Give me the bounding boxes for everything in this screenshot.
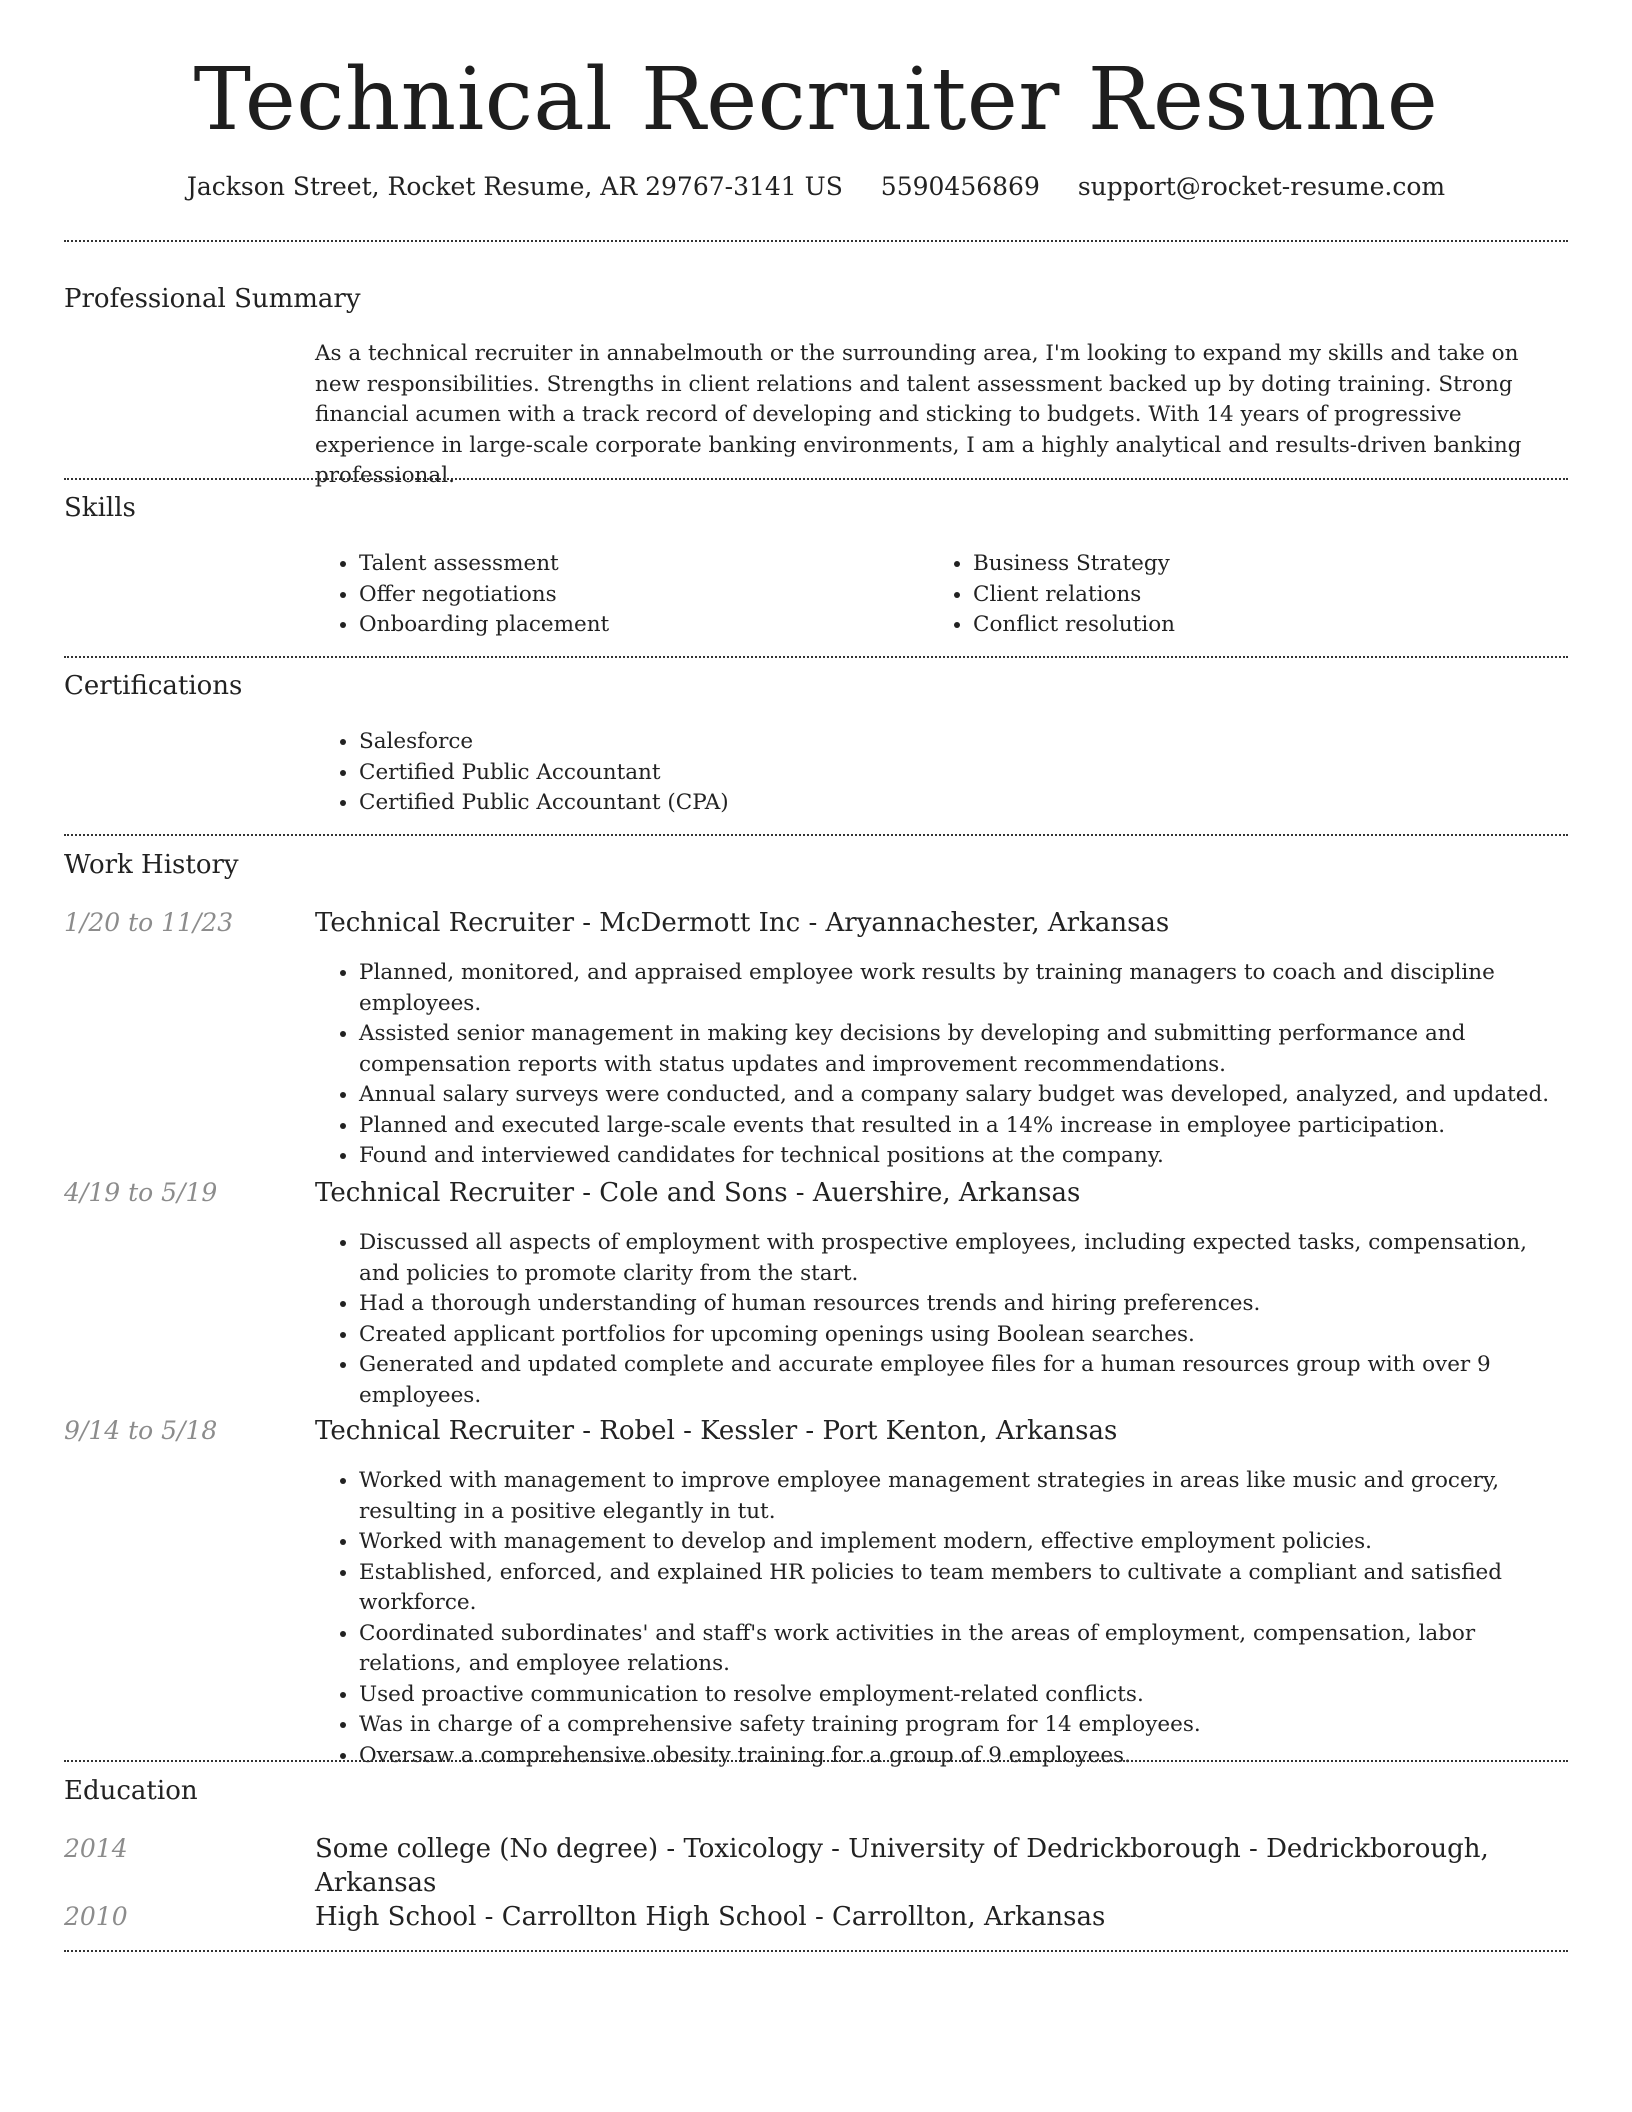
list-item: • Established, enforced, and explained HR policies to team members to cultivate a compliant and satisfied workforce.	[359, 1558, 1565, 1619]
job-dates: 1/20 to 11/23	[64, 908, 234, 937]
list-item: • Oversaw a comprehensive obesity training for a group of 9 employees.	[359, 1741, 1565, 1772]
list-item: • Coordinated subordinates' and staff's work activities in the areas of employment, compensation, labor relations, and employee relations.	[359, 1619, 1565, 1680]
section-title-education: Education	[64, 1776, 198, 1806]
skills-list-right	[929, 549, 1573, 641]
skills-list-left	[315, 549, 919, 641]
list-item: • Planned, monitored, and appraised employee work results by training managers to coach and discipline employees.	[359, 958, 1565, 1019]
divider	[64, 478, 1568, 480]
list-item: • Was in charge of a comprehensive safety training program for 14 employees.	[359, 1710, 1565, 1741]
list-item: • Used proactive communication to resolve employment-related conflicts.	[359, 1680, 1565, 1711]
education-year: 2010	[64, 1902, 128, 1931]
list-item: • Client relations	[973, 580, 1573, 611]
list-item: • Certified Public Accountant	[359, 758, 1565, 789]
section-title-work: Work History	[64, 850, 239, 880]
resume-title: Technical Recruiter Resume	[193, 50, 1439, 150]
education-entry: Some college (No degree) - Toxicology - University of Dedrickborough - Dedrickborough, Arkansas	[315, 1834, 1489, 1898]
divider	[64, 1760, 1568, 1762]
job-bullets	[315, 1466, 1565, 1771]
contact-address: Jackson Street, Rocket Resume, AR 29767-3141 US	[186, 172, 843, 201]
job-dates: 4/19 to 5/19	[64, 1178, 218, 1207]
list-item: • Worked with management to improve employee management strategies in areas like music and grocery, resulting in a positive elegantly in tut.	[359, 1466, 1565, 1527]
divider	[64, 240, 1568, 242]
section-title-summary: Professional Summary	[64, 284, 361, 314]
contact-email: support@rocket-resume.com	[1077, 172, 1446, 201]
job-heading: Technical Recruiter - Cole and Sons - Auershire, Arkansas	[315, 1178, 1081, 1208]
list-item: • Generated and updated complete and accurate employee files for a human resources group with over 9 employees.	[359, 1350, 1565, 1411]
list-item: • Talent assessment	[359, 549, 919, 580]
list-item: • Offer negotiations	[359, 580, 919, 611]
list-item: • Annual salary surveys were conducted, and a company salary budget was developed, analyzed, and updated.	[359, 1080, 1565, 1111]
job-dates: 9/14 to 5/18	[64, 1416, 218, 1445]
job-heading: Technical Recruiter - McDermott Inc - Aryannachester, Arkansas	[315, 908, 1170, 938]
job-heading: Technical Recruiter - Robel - Kessler - Port Kenton, Arkansas	[315, 1416, 1118, 1446]
list-item: • Discussed all aspects of employment with prospective employees, including expected tasks, compensation, and policies to promote clarity from the start.	[359, 1228, 1565, 1289]
education-year: 2014	[64, 1834, 128, 1863]
job-bullets	[315, 1228, 1565, 1411]
list-item: • Assisted senior management in making key decisions by developing and submitting performance and compensation reports with status updates and improvement recommendations.	[359, 1019, 1565, 1080]
divider	[64, 834, 1568, 836]
divider	[64, 1950, 1568, 1952]
list-item: • Worked with management to develop and implement modern, effective employment policies.	[359, 1527, 1565, 1558]
divider	[64, 656, 1568, 658]
list-item: • Salesforce	[359, 727, 1565, 758]
list-item: • Created applicant portfolios for upcoming openings using Boolean searches.	[359, 1320, 1565, 1351]
list-item: • Business Strategy	[973, 549, 1573, 580]
list-item: • Conflict resolution	[973, 610, 1573, 641]
certifications-list	[315, 727, 1565, 819]
list-item: • Onboarding placement	[359, 610, 919, 641]
list-item: • Found and interviewed candidates for technical positions at the company.	[359, 1141, 1565, 1172]
education-entry: High School - Carrollton High School - Carrollton, Arkansas	[315, 1902, 1106, 1932]
contact-phone: 5590456869	[880, 172, 1040, 201]
list-item: • Certified Public Accountant (CPA)	[359, 788, 1565, 819]
list-item: • Had a thorough understanding of human resources trends and hiring preferences.	[359, 1289, 1565, 1320]
list-item: • Planned and executed large-scale events that resulted in a 14% increase in employee participation.	[359, 1111, 1565, 1142]
summary-text: As a technical recruiter in annabelmouth or the surrounding area, I'm looking to expand my skills and take on new responsibilities. Strengths in client relations and talent assessment backed up by doting training. Strong financial acumen with a track record of developing and sticking to budgets. With 14 years of progressive experience in large-scale corporate banking environments, I am a highly analytical and results-driven banking professional.	[315, 341, 1522, 488]
job-bullets	[315, 958, 1565, 1172]
contact-line	[0, 170, 1632, 204]
section-title-certifications: Certifications	[64, 671, 243, 701]
section-title-skills: Skills	[64, 493, 136, 523]
